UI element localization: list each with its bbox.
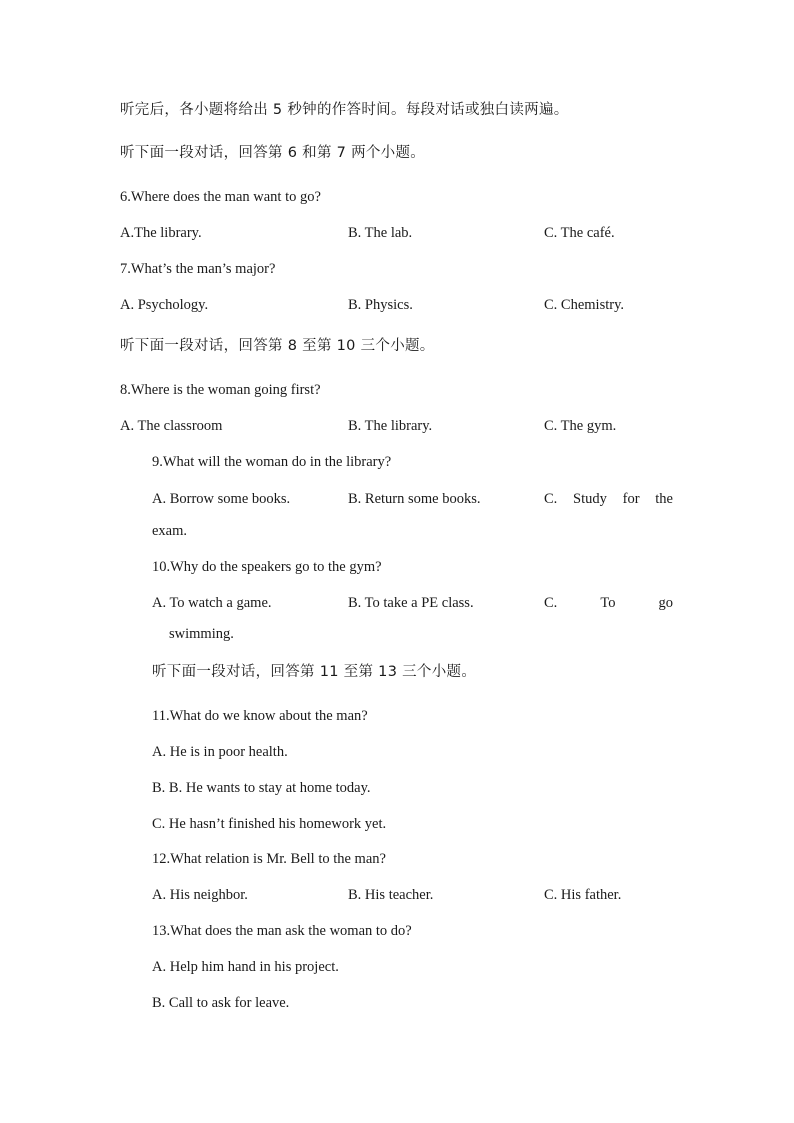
question-12: 12.What relation is Mr. Bell to the man? bbox=[152, 851, 386, 867]
question-9: 9.What will the woman do in the library? bbox=[152, 454, 392, 470]
q7-option-a: A. Psychology. bbox=[120, 297, 209, 313]
question-13: 13.What does the man ask the woman to do? bbox=[152, 923, 412, 939]
question-8: 8.Where is the woman going first? bbox=[120, 382, 321, 398]
q10-option-c: C. To go bbox=[544, 595, 673, 611]
section-heading-6-7: 听下面一段对话，回答第 6 和第 7 两个小题。 bbox=[120, 145, 426, 161]
instructions-intro: 听完后，各小题将给出 5 秒钟的作答时间。每段对话或独白读两遍。 bbox=[120, 102, 569, 118]
section-heading-8-10: 听下面一段对话，回答第 8 至第 10 三个小题。 bbox=[120, 338, 435, 354]
question-11: 11.What do we know about the man? bbox=[152, 708, 368, 724]
question-6: 6.Where does the man want to go? bbox=[120, 189, 321, 205]
q10-option-a: A. To watch a game. bbox=[152, 595, 272, 611]
q9-option-c-continued: exam. bbox=[152, 523, 188, 539]
q8-option-a: A. The classroom bbox=[120, 418, 223, 434]
q12-option-c: C. His father. bbox=[544, 887, 622, 903]
q9-option-b: B. Return some books. bbox=[348, 491, 481, 507]
q8-option-b: B. The library. bbox=[348, 418, 433, 434]
section-heading-11-13: 听下面一段对话，回答第 11 至第 13 三个小题。 bbox=[152, 664, 477, 680]
question-10: 10.Why do the speakers go to the gym? bbox=[152, 559, 382, 575]
q6-option-b: B. The lab. bbox=[348, 225, 413, 241]
q7-option-c: C. Chemistry. bbox=[544, 297, 625, 313]
question-7: 7.What’s the man’s major? bbox=[120, 261, 276, 277]
q12-option-b: B. His teacher. bbox=[348, 887, 434, 903]
q7-option-b: B. Physics. bbox=[348, 297, 413, 313]
q10-option-b: B. To take a PE class. bbox=[348, 595, 474, 611]
q11-option-c: C. He hasn’t finished his homework yet. bbox=[152, 816, 387, 832]
q12-option-a: A. His neighbor. bbox=[152, 887, 248, 903]
q6-option-a: A.The library. bbox=[120, 225, 202, 241]
q13-option-a: A. Help him hand in his project. bbox=[152, 959, 339, 975]
q6-option-c: C. The café. bbox=[544, 225, 615, 241]
q11-option-a: A. He is in poor health. bbox=[152, 744, 288, 760]
q13-option-b: B. Call to ask for leave. bbox=[152, 995, 290, 1011]
q9-option-a: A. Borrow some books. bbox=[152, 491, 291, 507]
q8-option-c: C. The gym. bbox=[544, 418, 617, 434]
q9-option-c: C. Study for the bbox=[544, 491, 673, 507]
q10-option-c-continued: swimming. bbox=[169, 626, 234, 642]
q11-option-b: B. B. He wants to stay at home today. bbox=[152, 780, 371, 796]
